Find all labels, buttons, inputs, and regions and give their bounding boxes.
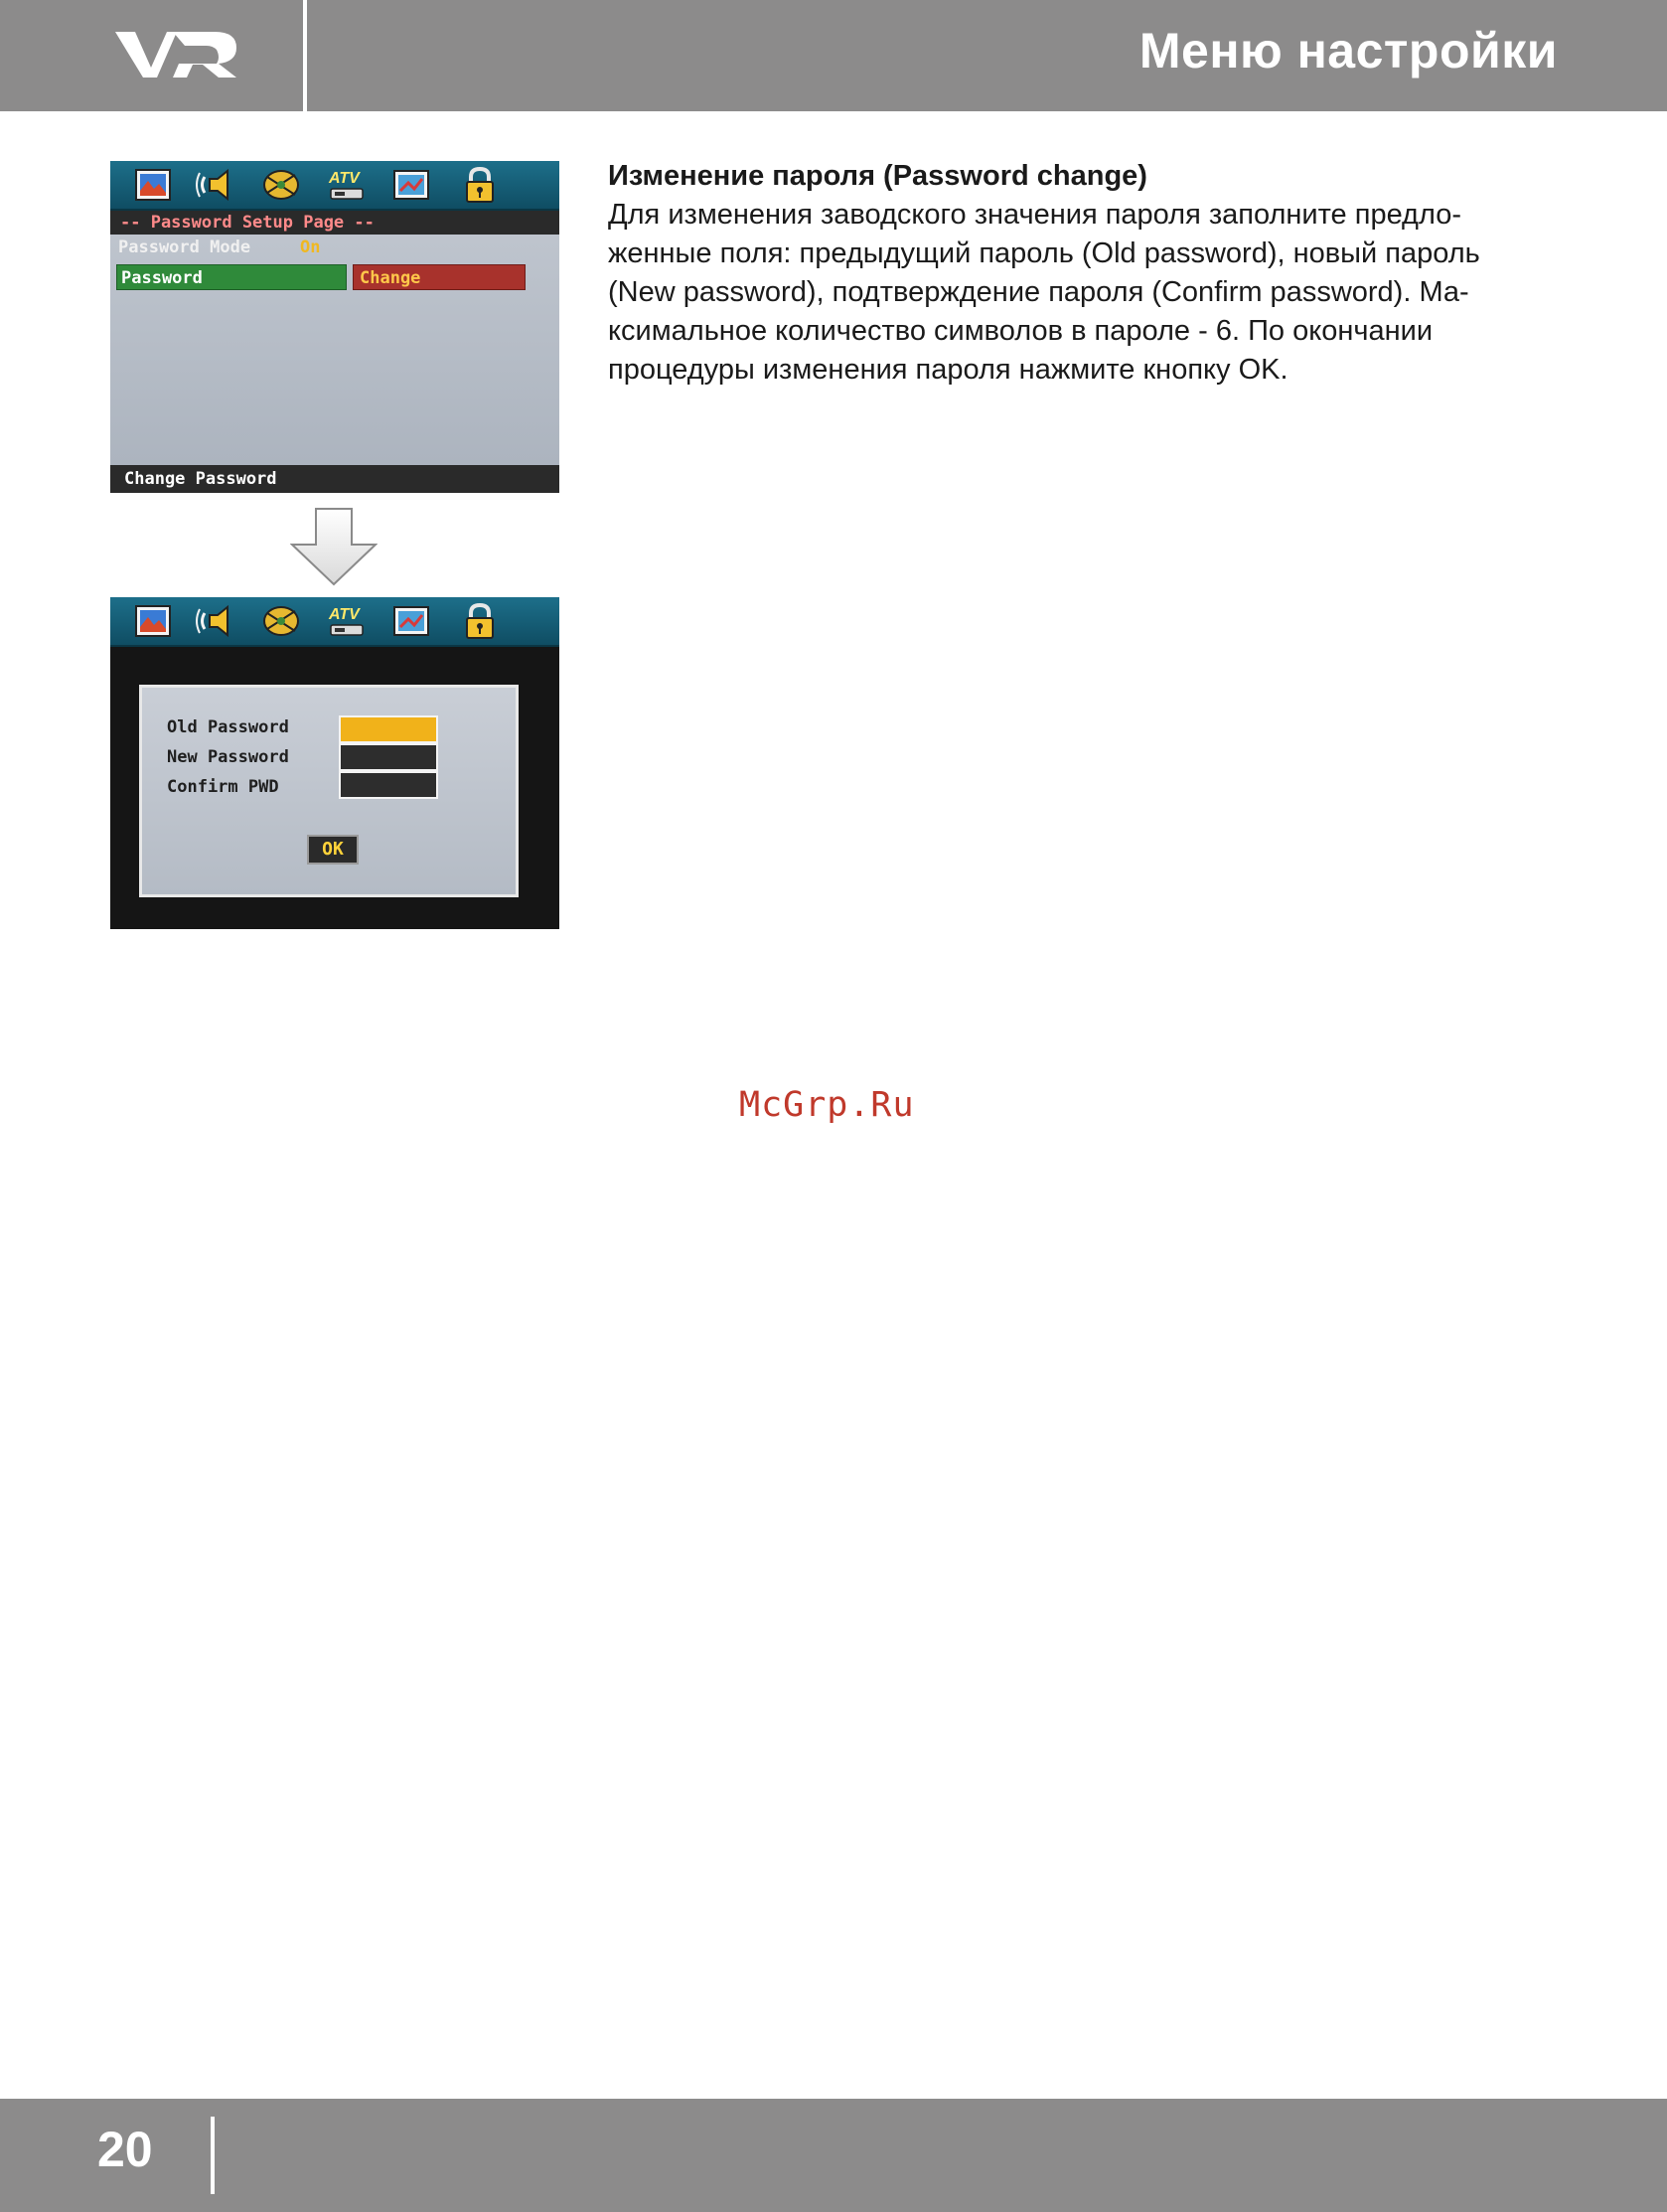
ok-button[interactable]: OK [307,835,359,865]
vr-logo [113,24,242,85]
atv-icon-text: ATV [329,606,360,623]
atv-icon [325,167,369,203]
new-password-label: New Password [167,747,289,767]
atv-icon-text: ATV [329,170,360,187]
old-password-field[interactable] [339,715,438,743]
confirm-password-label: Confirm PWD [167,777,279,797]
page-header [0,0,1667,111]
osd-icon-bar [110,161,559,211]
password-row[interactable]: Password [116,264,347,290]
osd-status-bar: Change Password [110,465,559,493]
osd-setup-panel [110,211,559,493]
display-settings-icon [390,167,434,203]
confirm-password-field[interactable] [339,771,438,799]
body-line: женные поля: предыдущий пароль (Old password), новый пароль [608,237,1480,269]
old-password-label: Old Password [167,717,289,737]
audio-icon [196,603,239,639]
atv-icon [325,603,369,639]
osd-password-dialog-area [110,647,559,929]
picture-icon [132,603,176,639]
password-mode-value: On [300,237,321,257]
watermark: McGrp.Ru [739,1085,915,1125]
osd-page-header: -- Password Setup Page -- [110,211,559,235]
page-number: 20 [97,2122,153,2177]
body-line: Для изменения заводского значения пароля заполните предло- [608,199,1462,231]
section-body [608,196,1522,390]
satellite-dish-icon [259,603,303,639]
body-line: (New password), подтверждение пароля (Confirm password). Ма- [608,276,1469,308]
section-title: Изменение пароля (Password change) [608,160,1147,192]
footer-divider [211,2117,215,2194]
down-arrow-icon [290,507,378,586]
password-mode-label: Password Mode [118,237,251,257]
satellite-dish-icon [259,167,303,203]
password-change-screenshot [110,597,559,929]
password-change-option[interactable]: Change [353,264,526,290]
section-text [608,157,1522,390]
page-title: Меню настройки [1138,23,1558,79]
password-mode-row[interactable] [118,235,535,260]
osd-icon-bar [110,597,559,647]
picture-icon [132,167,176,203]
body-line: ксимальное количество символов в пароле - 6. По окончании [608,315,1434,347]
audio-icon [196,167,239,203]
header-divider [303,0,307,111]
password-setup-screenshot [110,161,559,493]
new-password-field[interactable] [339,743,438,771]
padlock-icon [458,167,502,203]
body-line: процедуры изменения пароля нажмите кнопку OK. [608,354,1288,386]
logo-area [0,0,303,111]
password-change-dialog [139,685,519,897]
page-footer [0,2099,1667,2212]
padlock-icon [458,603,502,639]
display-settings-icon [390,603,434,639]
